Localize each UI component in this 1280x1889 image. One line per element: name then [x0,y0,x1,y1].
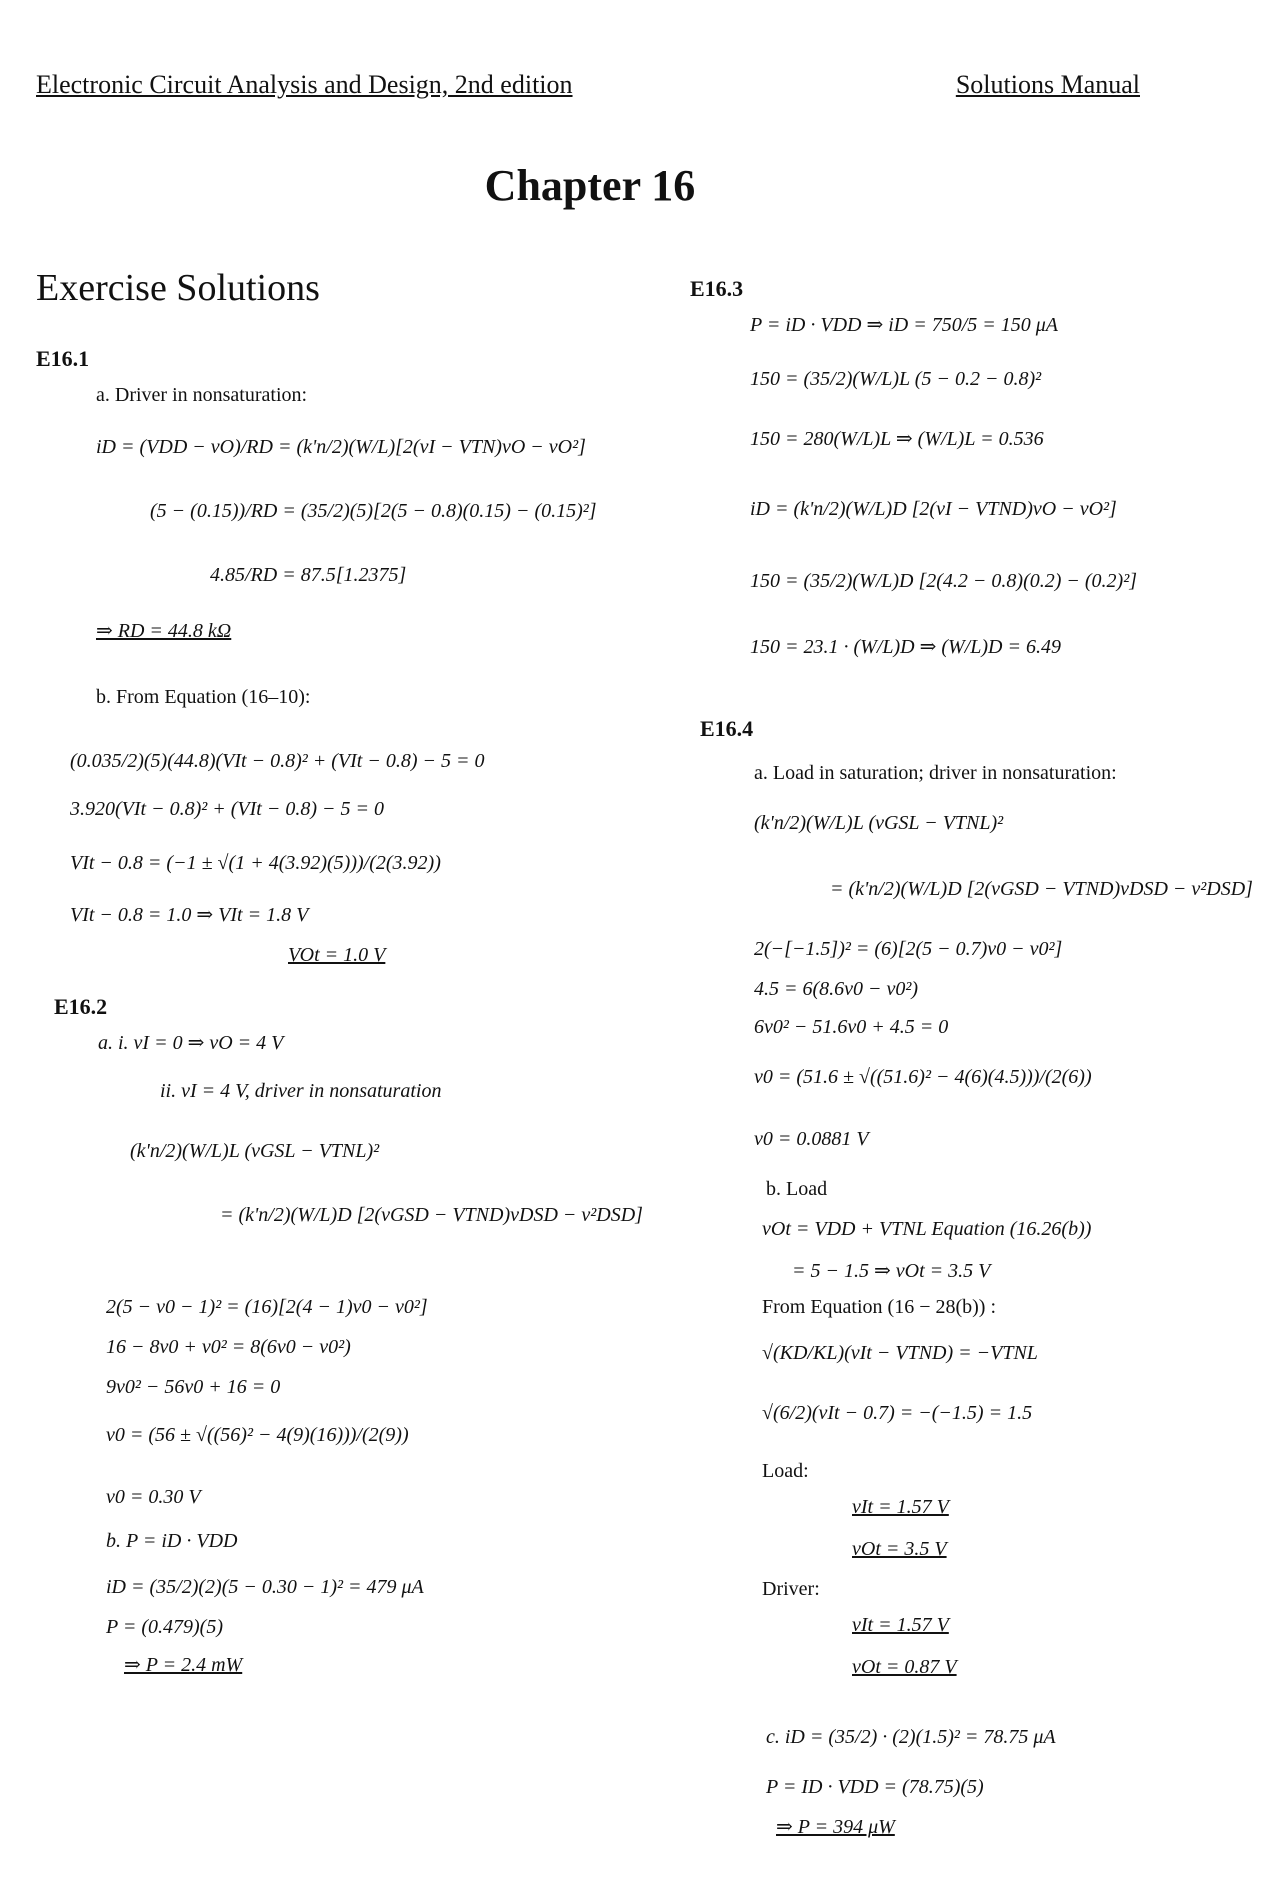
e16-2-line-7: v0 = 0.30 V [106,1486,201,1508]
e16-1-line-7: VIt − 0.8 = (−1 ± √(1 + 4(3.92)(5)))/(2(3.92)) [70,852,441,874]
e16-1-part-b: b. From Equation (16–10): [96,686,311,708]
e16-4-part-a: a. Load in saturation; driver in nonsaturation: [754,762,1117,784]
e16-4-line-12: √(6/2)(vIt − 0.7) = −(−1.5) = 1.5 [762,1402,1033,1424]
e16-2-part-a-i: a. i. vI = 0 ⇒ vO = 4 V [98,1032,284,1054]
e16-4-line-10: From Equation (16 − 28(b)) : [762,1296,997,1318]
e16-4-line-5: 6v0² − 51.6v0 + 4.5 = 0 [754,1016,949,1038]
e16-1-line-8: VIt − 0.8 = 1.0 ⇒ VIt = 1.8 V [70,904,309,926]
e16-2-line-6: v0 = (56 ± √((56)² − 4(9)(16)))/(2(9)) [106,1424,409,1446]
e16-1-line-6: 3.920(VIt − 0.8)² + (VIt − 0.8) − 5 = 0 [70,798,384,820]
header-manual-title: Solutions Manual [955,70,1140,99]
e16-4-line-1: (k'n/2)(W/L)L (vGSL − VTNL)² [754,812,1004,834]
header-book-title: Electronic Circuit Analysis and Design, 2nd edition [36,70,573,99]
e16-2-line-2: = (k'n/2)(W/L)D [2(vGSD − VTND)vDSD − v²DSD] [220,1204,643,1226]
e16-4-line-15: vIt = 1.57 V [852,1614,949,1636]
e16-4-line-2: = (k'n/2)(W/L)D [2(vGSD − VTND)vDSD − v²DSD] [830,878,1253,900]
e16-4-line-4: 4.5 = 6(8.6v0 − v0²) [754,978,919,1000]
e16-2-line-5: 9v0² − 56v0 + 16 = 0 [106,1376,281,1398]
e16-4-line-7: v0 = 0.0881 V [754,1128,869,1150]
chapter-title: Chapter 16 [484,161,696,210]
e16-2-line-3: 2(5 − v0 − 1)² = (16)[2(4 − 1)v0 − v0²] [106,1296,428,1318]
e16-4-line-9: = 5 − 1.5 ⇒ vOt = 3.5 V [792,1260,991,1282]
e16-1-part-a: a. Driver in nonsaturation: [96,384,308,406]
e16-3-line-2: 150 = (35/2)(W/L)L (5 − 0.2 − 0.8)² [750,368,1042,390]
e16-1-line-2: (5 − (0.15))/RD = (35/2)(5)[2(5 − 0.8)(0.15) − (0.15)²] [150,500,597,522]
e16-2-line-4: 16 − 8v0 + v0² = 8(6v0 − v0²) [106,1336,351,1358]
e16-4-line-13: vIt = 1.57 V [852,1496,949,1518]
e16-4-line-16: vOt = 0.87 V [852,1656,957,1678]
e16-3-line-6: 150 = 23.1 · (W/L)D ⇒ (W/L)D = 6.49 [750,636,1061,658]
e16-1-line-5: (0.035/2)(5)(44.8)(VIt − 0.8)² + (VIt − 0.8) − 5 = 0 [70,750,485,772]
e16-4-line-18: ⇒ P = 394 μW [776,1816,895,1838]
e16-2-line-9: P = (0.479)(5) [106,1616,223,1638]
section-title: Exercise Solutions [36,267,320,309]
e16-2-line-10: ⇒ P = 2.4 mW [124,1654,243,1676]
e16-4-part-b: b. Load [766,1178,828,1200]
e16-4-line-11: √(KD/KL)(vIt − VTND) = −VTNL [762,1342,1038,1364]
e16-2-part-b: b. P = iD · VDD [106,1530,238,1552]
e16-4-line-3: 2(−[−1.5])² = (6)[2(5 − 0.7)v0 − v0²] [754,938,1063,960]
e16-3-line-3: 150 = 280(W/L)L ⇒ (W/L)L = 0.536 [750,428,1044,450]
e16-4-line-8: vOt = VDD + VTNL Equation (16.26(b)) [762,1218,1092,1240]
e16-3-line-4: iD = (k'n/2)(W/L)D [2(vI − VTND)vO − vO²] [750,498,1117,520]
e16-1-line-1: iD = (VDD − vO)/RD = (k'n/2)(W/L)[2(vI − VTN)vO − vO²] [96,436,586,458]
e16-1-line-4: ⇒ RD = 44.8 kΩ [96,620,232,642]
e16-3-line-1: P = iD · VDD ⇒ iD = 750/5 = 150 μA [750,314,1059,336]
e16-1-line-3: 4.85/RD = 87.5[1.2375] [210,564,407,586]
e16-4-driver-label: Driver: [762,1578,820,1600]
exercise-label-e16-3: E16.3 [690,276,744,301]
e16-2-part-a-ii: ii. vI = 4 V, driver in nonsaturation [160,1080,442,1102]
exercise-label-e16-2: E16.2 [54,994,108,1019]
e16-4-line-14: vOt = 3.5 V [852,1538,947,1560]
e16-2-line-1: (k'n/2)(W/L)L (vGSL − VTNL)² [130,1140,380,1162]
e16-1-line-9: VOt = 1.0 V [288,944,386,966]
exercise-label-e16-1: E16.1 [36,346,90,371]
exercise-label-e16-4: E16.4 [700,716,754,741]
e16-4-line-17: P = ID · VDD = (78.75)(5) [766,1776,984,1798]
e16-4-part-c: c. iD = (35/2) · (2)(1.5)² = 78.75 μA [766,1726,1056,1748]
e16-4-line-6: v0 = (51.6 ± √((51.6)² − 4(6)(4.5)))/(2(6)) [754,1066,1092,1088]
e16-4-load-label: Load: [762,1460,809,1482]
e16-3-line-5: 150 = (35/2)(W/L)D [2(4.2 − 0.8)(0.2) − (0.2)²] [750,570,1137,592]
e16-2-line-8: iD = (35/2)(2)(5 − 0.30 − 1)² = 479 μA [106,1576,424,1598]
